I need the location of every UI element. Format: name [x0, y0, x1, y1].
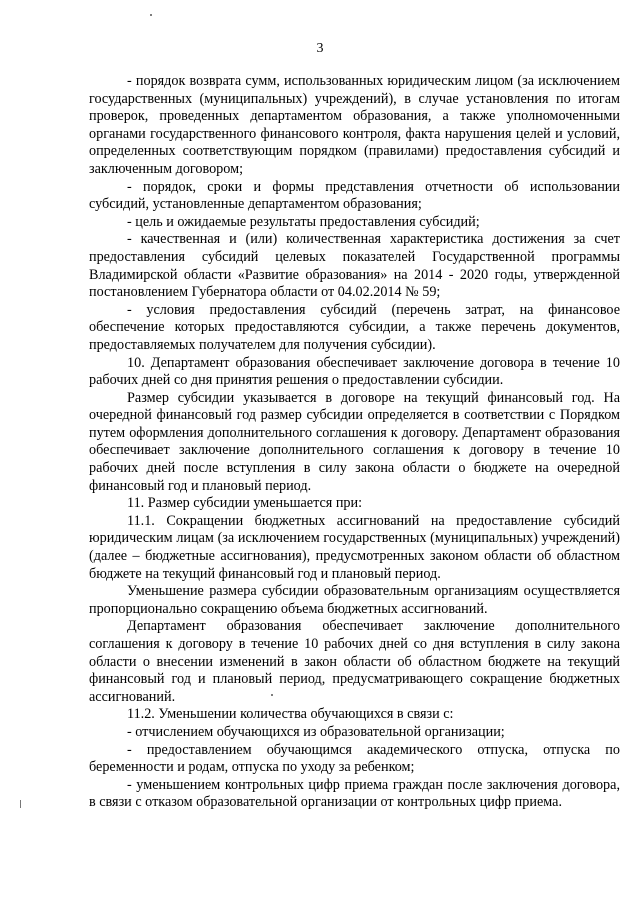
paragraph-item-11-1: 11.1. Сокращении бюджетных ассигнований на предоставление субсидий юридическим лицам (за исключением государственных (муниципальных) учреждений) (далее – бюджетные ассигнования), предусмотренных законом области об областном бюджете на текущий финансовый год и плановый период. [89, 512, 620, 582]
page-number: 3 [316, 41, 324, 56]
paragraph-conditions: - условия предоставления субсидий (перечень затрат, на финансовое обеспечение которых предоставляются субсидии, а также перечень документов, предоставляемых получателем для получения субсидии). [89, 301, 620, 353]
paragraph-additional-agreement: Департамент образования обеспечивает заключение дополнительного соглашения к договору в течение 10 рабочих дней со дня вступления в силу закона области о внесении изменений в закон области об областном бюджете на текущий финансовый год и плановый период, предусматривающего сокращение бюджетных ассигнований. [89, 618, 620, 705]
paragraph-item-10: 10. Департамент образования обеспечивает заключение договора в течение 10 рабочих дней со дня принятия решения о предоставлении субсидии. [89, 354, 620, 389]
paragraph-expulsion: - отчислением обучающихся из образовательной организации; [127, 723, 505, 740]
document-body [89, 73, 620, 812]
paragraph-reporting-procedure: - порядок, сроки и формы представления отчетности об использовании субсидий, установленные департаментом образования; [89, 178, 620, 213]
paragraph-admission-figures: - уменьшением контрольных цифр приема граждан после заключения договора, в связи с отказом образовательной организации от контрольных цифр приема. [89, 776, 620, 811]
paragraph-repayment-procedure: - порядок возврата сумм, использованных юридическим лицом (за исключением государственных (муниципальных) учреждений), в случае установления по итогам проверок, проведенных департаментом образования, а также уполномоченными органами государственного финансового контроля, факта нарушения целей и условий, определенных соответствующим порядком (правилами) предоставления субсидий и заключенным договором; [89, 73, 620, 177]
paragraph-item-11: 11. Размер субсидии уменьшается при: [127, 495, 363, 512]
scan-speck [150, 14, 152, 16]
scan-mark [20, 800, 21, 808]
paragraph-goal: - цель и ожидаемые результаты предоставления субсидий; [127, 213, 480, 230]
paragraph-target-indicators: - качественная и (или) количественная характеристика достижения за счет предоставления субсидий целевых показателей Государственной программы Владимирской области «Развитие образования» на 2014 - 2020 годы, утвержденной постановлением Губернатора области от 04.02.2014 № 59; [89, 231, 620, 301]
paragraph-proportional-reduction: Уменьшение размера субсидии образовательным организациям осуществляется пропорционально сокращению объема бюджетных ассигнований. [89, 583, 620, 617]
paragraph-academic-leave: - предоставлением обучающимся академического отпуска, отпуска по беременности и родам, отпуска по уходу за ребенком; [89, 741, 620, 776]
paragraph-subsidy-size: Размер субсидии указывается в договоре на текущий финансовый год. На очередной финансовый год размер субсидии определяется в соответствии с Порядком путем оформления дополнительного соглашения к договору. Департамент образования обеспечивает заключение дополнительного соглашения к договору в течение 10 рабочих дней после вступления в силу закона области о бюджете на очередной финансовый год и плановый период. [89, 389, 620, 494]
paragraph-item-11-2: 11.2. Уменьшении количества обучающихся в связи с: [127, 706, 454, 723]
